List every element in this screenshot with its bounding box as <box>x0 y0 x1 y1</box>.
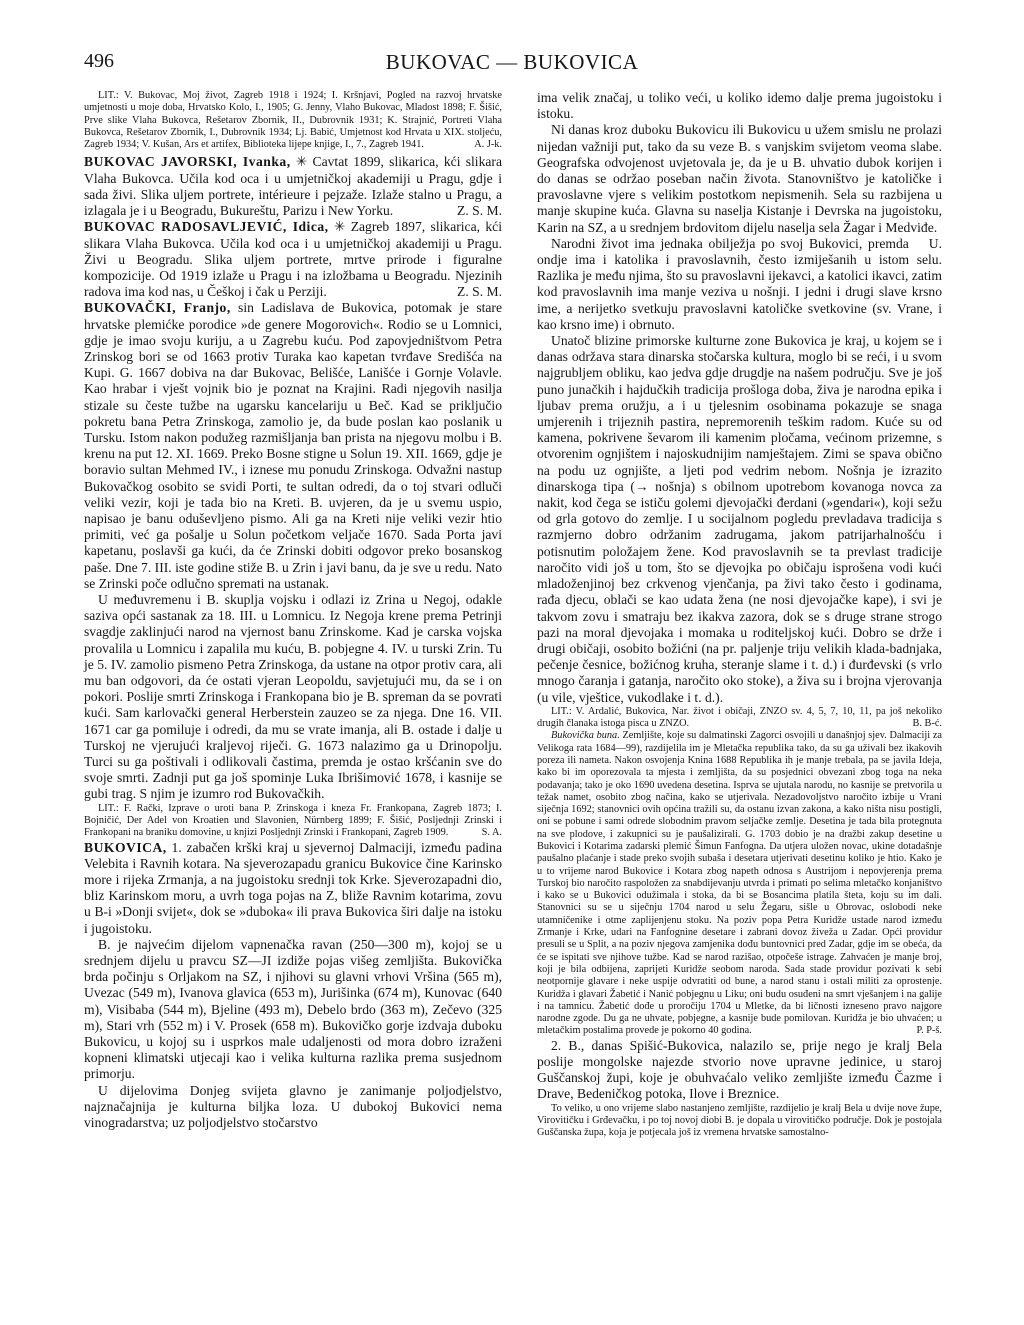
paragraph <box>537 122 942 251</box>
author-signature: U. <box>928 235 942 251</box>
paragraph: U međuvremenu i B. skuplja vojsku i odlazi iz Zrina u Negoj, odakle saziva opći sastanak za 18. III. u Lomnicu. Iz Negoja krene prema Petrinji svagdje zaklinjući narod na vjernost banu Zrinskome. Kad je carska vojska provalila u Lomnicu i zapalila mu kuću, B. pobjegne 4. IV. u turski Zrin. Tu je 5. IV. zamolio pismeno Petra Zrinskoga, da ustane na otpor protiv cara, ali mu ban odgovori, da će ostati vjeran Leopoldu, savjetujući mu, da se i on pokori. Poslije smrti Zrinskoga i Frankopana bio je B. spreman da se povrati kući. Sam karlovački general Herberstein zauzeo se za njega. Dne 16. VII. 1671 car ga pomiluje i odredi, da mu se vrate imanja, ali B. ostade i dalje u Turskoj ne vjerujući kraljevoj riječi. G. 1673 nalazimo ga u Drinopolju. Turci su ga poštivali i odlikovali častima, premda je ostao kršćanin sve do svoje smrti. Zadnji put ga još spominje Luka Ibrišimović 1678, i kasnije se gubi trag. S njim je izumro rod Bukovačkih. <box>84 591 502 802</box>
entry-bukovac-javorski <box>84 154 502 219</box>
entry-text: ✳ Cavtat 1899, slikarica, kći slikara Vlaha Bukovca. Učila kod oca i u umjetničkoj akademiji u Pragu, gdje i sada živi. Slika uljem portrete, intérieure i pejzaže. Izlaže stalno u Pragu, a izlagala je i u Beogradu, Bukureštu, Parizu i New Yorku. <box>84 154 502 219</box>
subentry-bukovicka-buna <box>537 730 942 1037</box>
entry-headword: BUKOVAČKI, Franjo, <box>84 300 231 316</box>
entry-headword: BUKOVAC JAVORSKI, Ivanka, <box>84 154 291 170</box>
small-paragraph: To veliko, u ono vrijeme slabo nastanjeno zemljište, razdijelio je kralj Bela u dvije nove župe, Virovitičku i Grđevačku, i po toj novoj diobi B. je dopala u virovitičko područje. Dok je postojala Guščanska župa, koja je potjecala još iz vremena hrvatske samostalno- <box>537 1102 942 1139</box>
left-column <box>84 90 502 1131</box>
lit-text: LIT.: V. Bukovac, Moj život, Zagreb 1918 i 1924; I. Kršnjavi, Pogled na razvoj hrvatske umjetnosti u moje doba, Hrvatsko Kolo, I., 1905; G. Jenny, Vlaho Bukovac, Mladost 1898; F. Šišić, Prve slike Vlaha Bukovca, Rešetarov Zbornik, II., Dubrovnik 1931; K. Strajnić, Portreti Vlaha Bukovca, Rešetarov Zbornik, I., Dubrovnik 1934; Lj. Babić, Umjetnost kod Hrvata u XIX. stoljeću, Zagreb 1934; V. Kušan, Ars et artifex, Biblioteka lijepe knjige, I., 7., Zagreb 1941. <box>84 90 502 151</box>
entry-headword: BUKOVICA, <box>84 839 167 855</box>
entry-bukovac-radosavljevic <box>84 219 502 300</box>
subentry-title: Bukovička buna. <box>551 730 620 742</box>
author-signature: Z. S. M. <box>457 203 502 219</box>
paragraph: B. je najvećim dijelom vapnenačka ravan (250—300 m), kojoj se u srednjem dijelu u pravcu SZ—JI izdiže pojas višeg zemljišta. Bukovička brda počinju s Orljakom na SZ, i njihovi su glavni vrhovi Vršina (565 m), Uvezac (549 m), Ivanova glavica (653 m), Jurišinka (674 m), Kunovac (640 m), Visibaba (544 m), Bjeline (493 m), Debelo brdo (363 m), Zečevo (325 m), Stari vrh (552 m) i V. Prosek (658 m). Bukovičko gorje izdvaja duboku Bukovicu, u kojoj su i usprkos male udaljenosti od mora dobro izraženi kopneni klimatski utjecaji kao i velika kulturna razlika prema susjednom primorju. <box>84 936 502 1082</box>
paragraph: U dijelovima Donjeg svijeta glavno je zanimanje poljodjelstvo, najznačajnija je kulturna biljka loza. U dubokoj Bukovici nema vinogradarstva; uz poljodjelstvo stočarstvo <box>84 1082 502 1130</box>
paragraph-text: Ni danas kroz duboku Bukovicu ili Bukovicu u užem smislu ne prolazi nijedan važniji put, tako da su veze B. s vanjskim svijetom veoma slabe. Geografska odvojenost uvjetovala je, da je u B. uhvatio dubok korijen i do danas se održao poseban način života. Stanovništvo je katoličke i pravoslavne vjere s velikim postotkom nepismenih. Sela su razbijena u manje skupine kuća. Glavna su naselja Kistanje i Devrska na jugoistoku, Karin na SZ, a u srednjem brdovitom dijelu naselja sela Žagar i Medviđe. <box>537 122 942 235</box>
literature-vlaho-bukovac <box>84 90 502 151</box>
lit-text: LIT.: V. Ardalić, Bukovica, Nar. život i običaji, ZNZO sv. 4, 5, 7, 10, 11, pa još nekoliko drugih članaka istoga pisca u ZNZO. <box>537 705 942 730</box>
entry-bukovica <box>84 840 502 937</box>
right-column <box>537 90 942 1139</box>
paragraph: Unatoč blizine primorske kulturne zone Bukovica je kraj, u kojem se i danas održava stara dinarska stočarska kultura, moglo bi se reći, i u svom najgrubljem obliku, kao jedva gdje drugdje na našem području. Sve je još puno junačkih i hajdučkih tradicija prošloga doba, živa je narodna epika i ljubav prema oružju, a i u tjelesnim osobinama pokazuje se snaga umjerenih i trijeznih pastira, nepremorenih teškim radom. Kuće su od kamena, pokrivene ševarom ili kamenim pločama, većinom prizemne, s otvorenim ognjištem i najoskudnijim namještajem. Zimi se spava obično na podu uz ognjište, a ljeti pod vedrim nebom. Nošnja je izrazito dinarskoga tipa (→ nošnja) s obilnom upotrebom kovanoga novca za nakit, kod čega se ističu golemi djevojački đerdani (»gendari«), koji sežu od grla gotovo do zemlje. I u socijalnom pogledu prevladava tradicija s razmjerno dobro održanim zadrugama, jakom patrijarhalnošću i potisnutim položajem žene. Kod pravoslavnih se ta prevlast tradicije naročito vidi još u tom, što se djevojka po običaju isprošena vodi kući mladoženjinoj bez crkvenog vjenčanja, pa živi tako često i godinama, rađa djecu, oblači se kao udata žena (ne nosi djevojačke kape), i svi je takvom zovu i smatraju bez ikakva zazora, dok se s druge strane strogo pazi na moral djevojaka i momaka u roditeljskoj kući. Dobro se drže i drugi običaji, osobito božićni (na pr. paljenje triju velikih klada-badnjaka, pečenje česnice, božićnog kruha, steranje slame i t. d.) i đurđevski (s vrlo mnogo čaranja i gatanja, naročito oko stoke), a živa su i brojna vjerovanja (u vile, vještice, vukodlake i t. d.). <box>537 333 942 705</box>
running-head: BUKOVAC — BUKOVICA <box>385 50 639 74</box>
author-signature: P. P-š. <box>916 1025 942 1037</box>
author-signature: A. J-k. <box>474 139 502 151</box>
literature-bukovica <box>537 706 942 731</box>
page-number: 496 <box>84 50 114 72</box>
entry-text: sin Ladislava de Bukovica, potomak je stare hrvatske plemićke porodice »de genere Mogorovich«. Rodio se u Lomnici, gdje je imao svoju kuriju, a u Zagrebu kuću. Pod zapovjedništvom Petra Zrinskog bori se od 1663 protiv Turaka kao kapetan tvrđave Središća na Kupi. G. 1667 dobiva na dar Bukovac, Belišće, Lanišće i Gornje Volavle. Kao hrabar i vješt vojnik bio je poznat na Krajini. Radi njegovih nasilja stizale su česte tužbe na ugarsku kancelariju u Beč. Kad se priključio pokretu bana Petra Zrinskoga, zamolio je, da bude poslan kao poslanik u Tursku. Istom nakon podužeg razmišljanja ban prista na njegovu molbu i B. krenu na put 12. XI. 1669. Preko Bosne stigne u Solun 19. XII. 1669, gdje je boravio sultan Mehmed IV., i iznese mu ponudu Zrinskoga. Odvažni nastup Bukovačkog osobito se svidi Porti, te sultan odredi, da o toj stvari odluči veliki vezir, koji je tada bio na Kreti. B. uvjeren, da je u svemu uspio, napisao je banu oduševljeno pismo. Ali ga na Kreti nije veliki vezir htio primiti, već ga pošalje u Solun početkom veljače 1670. Sada Porta javi kapetanu, poslavši ga kući, da će Zrinski dobiti odgovor preko bosanskog paše. Dne 7. III. iste godine stiže B. u Zrin i javi banu, da je sve u redu. Nato se Zrinski poče odlučno spremati na ustanak. <box>84 300 502 591</box>
author-signature: B. B-ć. <box>912 718 942 730</box>
entry-text: 1. zabačen krški kraj u sjevernoj Dalmaciji, između padina Velebita i Ravnih kotara. Na sjeverozapadu granicu Bukovice čine Karinsko more i rijeka Zrmanja, a na jugoistoku srednji tok Krke. Sjeverozapadni dio, bliz Karinskom moru, a uvrh toga pojas na Z, bliže Ravnim kotarima, zovu u B-i »Donji svijet«, dok se »duboka« ili prava Bukovica širi dalje na istoku i jugoistoku. <box>84 839 502 936</box>
paragraph: Narodni život ima jednaka obilježja po svoj Bukovici, premda ondje ima i katolika i pravoslavnih, često izmiješanih u istom selu. Razlika je među njima, što su pravoslavni ijekavci, a katolici ikavci, zatim kod pravoslavnih ima manje veziva u nošnji. I jedni i drugi slave krsno ime, a nerijetko svetkuju pravoslavni katoličke svetkovine (sv. Vrane, i kao krsno ime) i obrnuto. <box>537 235 942 332</box>
entry-headword: BUKOVAC RADOSAVLJEVIĆ, Idica, <box>84 219 329 235</box>
literature-bukovacki <box>84 803 502 840</box>
entry-bukovica-2: 2. B., danas Spišić-Bukovica, nalazilo se, prije nego je kralj Bela poslije mongolske najezde stvorio nove upravne jedinice, u staroj Guščanskoj župi, koje je obuhvaćalo veliko zemljište između Čazme i Drave, Bedeničkog potoka, Ilove i Breznice. <box>537 1037 942 1102</box>
paragraph: ima velik značaj, u toliko veći, u koliko idemo dalje prema jugoistoku i istoku. <box>537 90 942 122</box>
subentry-text: Zemljište, koje su dalmatinski Zagorci osvojili u današnjoj sjev. Dalmaciji za Velikoga rata 1684—99), razdijelila im je Mletačka republika tako, da su ga uživali bez ikakovih poreza ili nameta. Nakon osvojenja Knina 1688 Republika ih je manje trebala, pa se javila Ideja, kako bi im oporezovala ta mjesta i zemljišta, da su posjednici obvezani zbog toga na neka podavanja; tako je oko 1690 uvedena desetina. Isprva se ujutala narodu, no kasnije se pretvorila u težak namet, osobito zbog načina, kako se utjerivala. Nezadovoljstvo naročito izbije u Vrani siječnja 1692; stanovnici ovih općina tražili su, da ostanu izvan zakona, a kako ništa nisu postigli, oni se pobune i sami odrede slobodnim pravom seljačke zemlje. Desetina je tada bila protegnuta na sve plodove, i zakupnici su je paušalizirali. G. 1703 dobio je na dražbi zakup desetine u Bukovici i Kotarima zadarski plemić Šimun Fanfogna. Da utjera uložen novac, ukine dotadašnje paušalno plaćanje i stade preko svojih subaša i desetara utjerivati desetinu koliko je htio. Kako je u to vrijeme narod Bukovice i Kotara zbog napeth odnosa s Austrijom i nepovjerenja prema Turskoj bio naročito raspoložen za snabdijevanju utvrda i primati po selima mletačko konjaništvo i kako se u Bukovici odužimala i stoka, da bi se Bosancima platila šteta, koju su im dali. Stanovnici su se u siječnju 1704 narod u selu Žegaru, sišle u Obrovac, oslobodi neke utamničenike i otme zaplijenjenu stoku. Na poziv popa Petra Kuridže ustade narod između Zrmanje i Krke, udari na Fanfognine desetare i zabrani dovoz živeža u Zadar. Opći providur presuli se u Split, a na poziv njegova zamjenika dođu buntovnici pred Zadar, gdje im se obeća, da će se ispitati sve njihove tužbe. Kad se narod razišao, otpočeše istrage. Zahvaćen je manje broj, koji je bila odbijena, zaprijeti Kuridže seobom naroda. Sada stade providur pozivati k sebi neotpornije glavare i neke uspije odvratiti od bune, a narod stanu i ostali militi za oprostenje. Kuridža i glavari Žabetić i Nanić pobjegnu u Liku; oni budu osuđeni na smrt vješanjem i na galije i na tamnicu. Žabetić dođe u proročiju 1704 u Mletke, da bi ličnosti izneseno pravo najgore narodne zgode. Du ga ne uhvate, pobjegne, a kasnije bude pomilovan. Kuridža je bio uhvaćen; u mletačkim postalima provede je pokorno 40 godina. <box>537 730 942 1037</box>
author-signature: S. A. <box>481 827 502 839</box>
entry-text: ✳ Zagreb 1897, slikarica, kći slikara Vlaha Bukovca. Učila kod oca i u umjetničkoj akademiji u Pragu. Živi u Beogradu. Slika uljem portrete, mrtve prirode i figuralne kompozicije. Od 1919 izlaže u Pragu i na izložbama u Beogradu. Njezinih radova ima kod nas, u Češkoj i čak u Perziji. <box>84 219 502 300</box>
lit-text: LIT.: F. Rački, Izprave o uroti bana P. Zrinskoga i kneza Fr. Frankopana, Zagreb 1873; I. Bojničić, Der Adel von Kroatien und Slavonien, Nürnberg 1899; F. Šišić, Posljednji Zrinski i Frankopani na braniku domovine, u knjizi Posljednji Zrinski i Frankopani, Zagreb 1909. <box>84 802 502 839</box>
page-header <box>84 50 940 80</box>
author-signature: Z. S. M. <box>457 284 502 300</box>
entry-bukovacki <box>84 300 502 592</box>
